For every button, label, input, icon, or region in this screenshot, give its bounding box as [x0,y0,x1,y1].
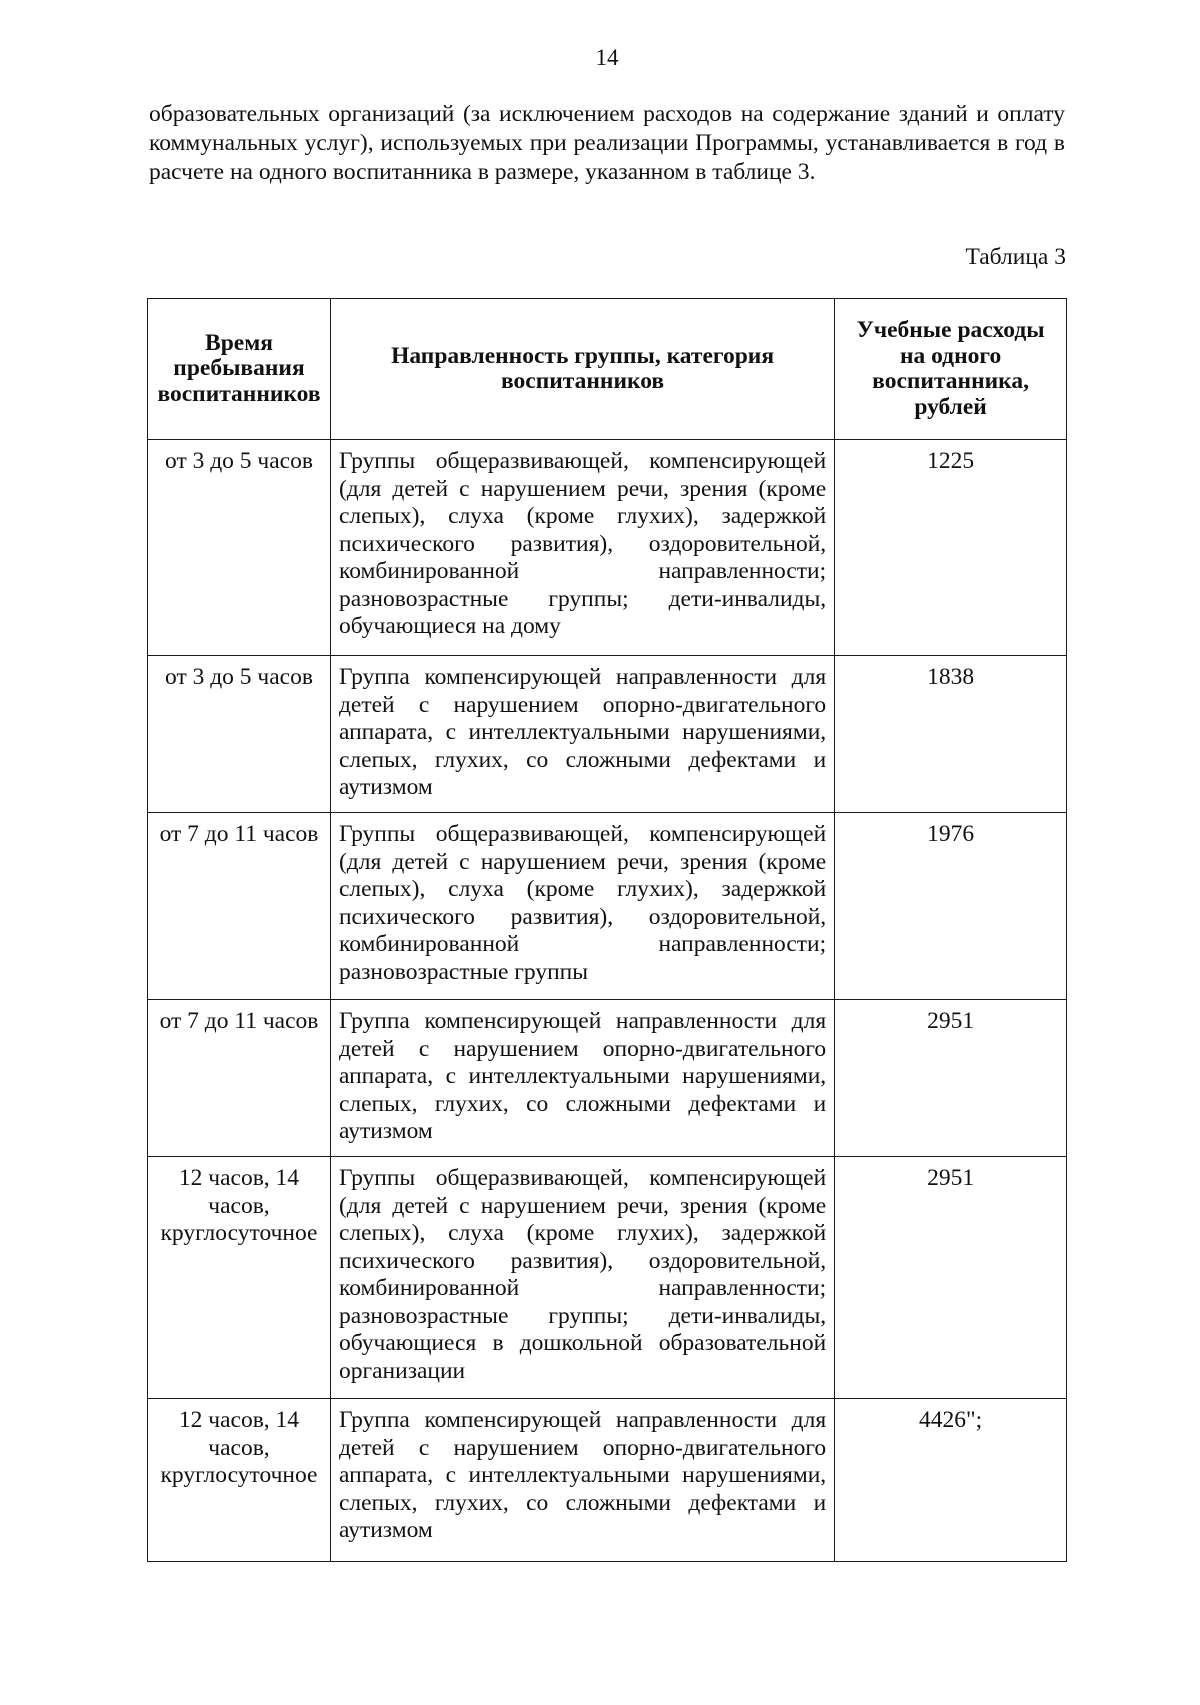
header-direction: Направленность группы, категория воспитанников [330,299,834,440]
cell-direction: Группы общеразвивающей, компенсирующей (для детей с нарушением речи, зрения (кроме слепых), слуха (кроме глухих), задержкой психического развития), оздоровительной, комбинированной направленности; разновозрастные группы; дети-инвалиды, обучающиеся в дошкольной образовательной организации [330,1157,834,1399]
cell-time: от 7 до 11 часов [148,1000,331,1157]
intro-paragraph: образовательных организаций (за исключением расходов на содержание зданий и оплату коммунальных услуг), используемых при реализации Программы, устанавливается в год в расчете на одного воспитанника в размере, указанном в таблице 3. [149,101,1065,185]
table-row [148,813,1067,1000]
cell-cost: 1225 [835,440,1067,656]
cell-cost: 1976 [835,813,1067,1000]
table-row [148,1399,1067,1562]
table-caption: Таблица 3 [965,244,1066,270]
cell-direction: Группа компенсирующей направленности для детей с нарушением опорно-двигательного аппарата, с интеллектуальными нарушениями, слепых, глухих, со сложными дефектами и аутизмом [330,1000,834,1157]
cell-direction: Группы общеразвивающей, компенсирующей (для детей с нарушением речи, зрения (кроме слепых), слуха (кроме глухих), задержкой психического развития), оздоровительной, комбинированной направленности; разновозрастные группы [330,813,834,1000]
cell-cost: 1838 [835,656,1067,813]
table-row [148,1157,1067,1399]
cell-direction: Группа компенсирующей направленности для детей с нарушением опорно-двигательного аппарата, с интеллектуальными нарушениями, слепых, глухих, со сложными дефектами и аутизмом [330,656,834,813]
table-row [148,656,1067,813]
header-cost: Учебные расходы на одного воспитанника, рублей [835,299,1067,440]
cell-time: 12 часов, 14 часов, круглосуточное [148,1157,331,1399]
table-row [148,1000,1067,1157]
page-number: 14 [595,45,619,70]
expenses-table [147,298,1067,1562]
cell-cost: 4426"; [835,1399,1067,1562]
cell-time: от 3 до 5 часов [148,656,331,813]
cell-cost: 2951 [835,1000,1067,1157]
cell-time: от 7 до 11 часов [148,813,331,1000]
cell-direction: Группа компенсирующей направленности для детей с нарушением опорно-двигательного аппарата, с интеллектуальными нарушениями, слепых, глухих, со сложными дефектами и аутизмом [330,1399,834,1562]
cell-time: 12 часов, 14 часов, круглосуточное [148,1399,331,1562]
cell-time: от 3 до 5 часов [148,440,331,656]
table-row [148,440,1067,656]
table-header-row [148,299,1067,440]
header-time: Время пребывания воспитанников [148,299,331,440]
cell-direction: Группы общеразвивающей, компенсирующей (для детей с нарушением речи, зрения (кроме слепых), слуха (кроме глухих), задержкой психического развития), оздоровительной, комбинированной направленности; разновозрастные группы; дети-инвалиды, обучающиеся на дому [330,440,834,656]
cell-cost: 2951 [835,1157,1067,1399]
